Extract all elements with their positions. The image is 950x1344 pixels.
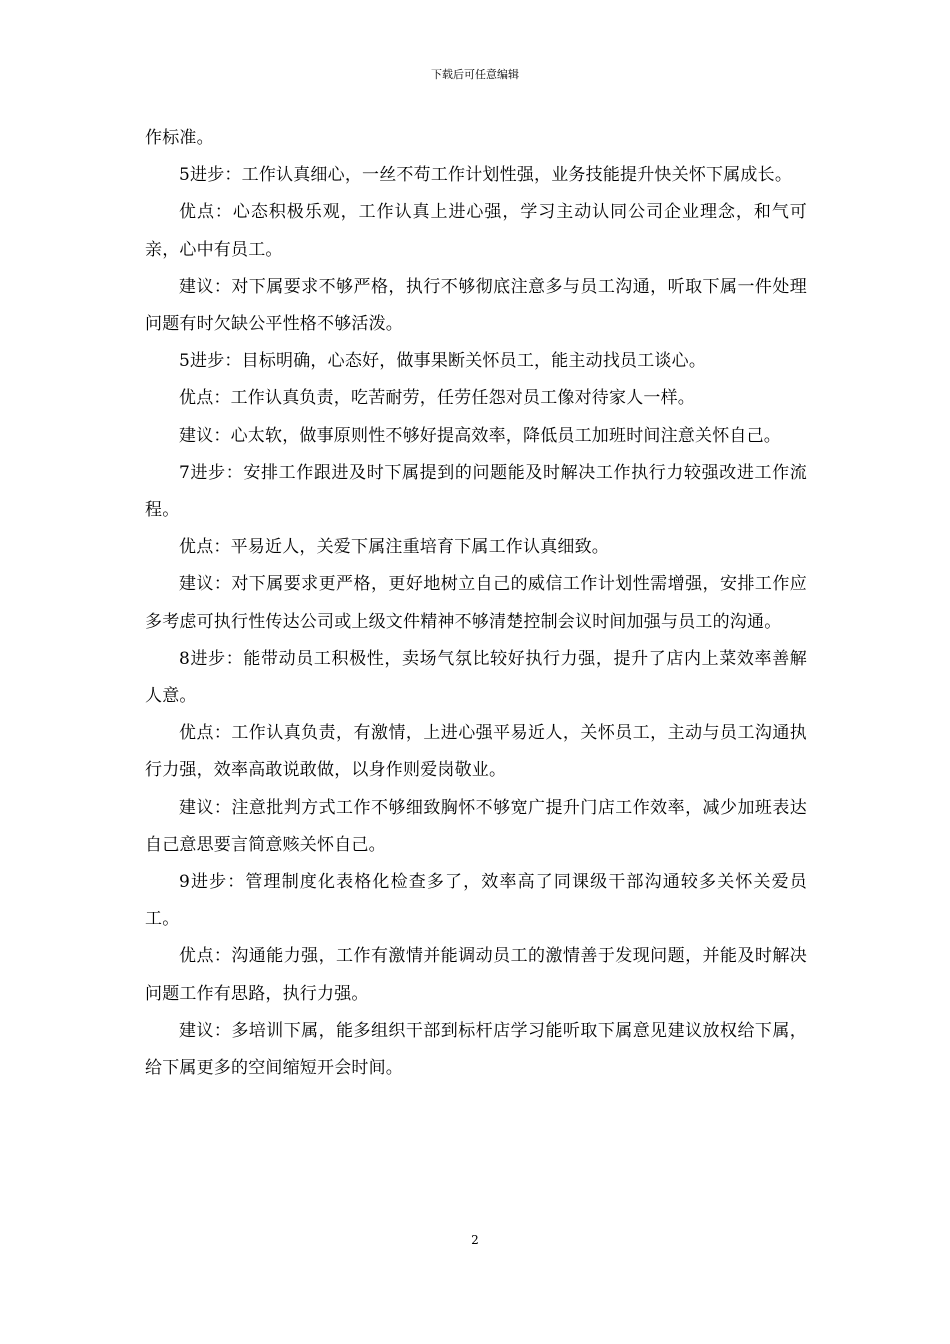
paragraph: 5进步：工作认真细心，一丝不苟工作计划性强，业务技能提升快关怀下属成长。 [179, 165, 793, 186]
paragraph: 优点：沟通能力强，工作有激情并能调动员工的激情善于发现问题，并能及时解决问题工作有思路，执行力强。 [145, 946, 807, 1004]
page-number: 2 [471, 1233, 479, 1247]
page-header: 下载后可任意编辑 [431, 68, 519, 81]
paragraph: 7进步：安排工作跟进及时下属提到的问题能及时解决工作执行力较强改进工作流程。 [145, 462, 807, 521]
paragraph: 建议：对下属要求更严格，更好地树立自己的威信工作计划性需增强，安排工作应多考虑可执行性传达公司或上级文件精神不够清楚控制会议时间加强与员工的沟通。 [145, 574, 807, 632]
paragraph: 建议：对下属要求不够严格，执行不够彻底注意多与员工沟通，听取下属一件处理问题有时欠缺公平性格不够活泼。 [145, 276, 807, 335]
paragraph: 优点：平易近人，关爱下属注重培育下属工作认真细致。 [179, 537, 609, 558]
paragraph: 建议：注意批判方式工作不够细致胸怀不够宽广提升门店工作效率，减少加班表达自己意思要言简意赅关怀自己。 [145, 797, 807, 855]
paragraph: 建议：多培训下属，能多组织干部到标杆店学习能听取下属意见建议放权给下属，给下属更多的空间缩短开会时间。 [145, 1020, 807, 1079]
paragraph: 优点：工作认真负责，吃苦耐劳，任劳任怨对员工像对待家人一样。 [179, 388, 695, 409]
paragraph: 优点：工作认真负责，有激情，上进心强平易近人，关怀员工，主动与员工沟通执行力强，效率高敢说敢做，以身作则爱岗敬业。 [145, 723, 807, 781]
paragraph: 8进步：能带动员工积极性，卖场气氛比较好执行力强，提升了店内上菜效率善解人意。 [145, 648, 807, 707]
paragraph: 9进步：管理制度化表格化检查多了，效率高了同课级干部沟通较多关怀关爱员工。 [145, 872, 807, 930]
paragraph: 优点：心态积极乐观，工作认真上进心强，学习主动认同公司企业理念，和气可亲，心中有员工。 [145, 202, 807, 260]
document-body [145, 120, 807, 1087]
paragraph: 作标准。 [145, 128, 214, 148]
paragraph: 5进步：目标明确，心态好，做事果断关怀员工，能主动找员工谈心。 [179, 351, 707, 372]
paragraph: 建议：心太软，做事原则性不够好提高效率，降低员工加班时间注意关怀自己。 [179, 425, 781, 446]
